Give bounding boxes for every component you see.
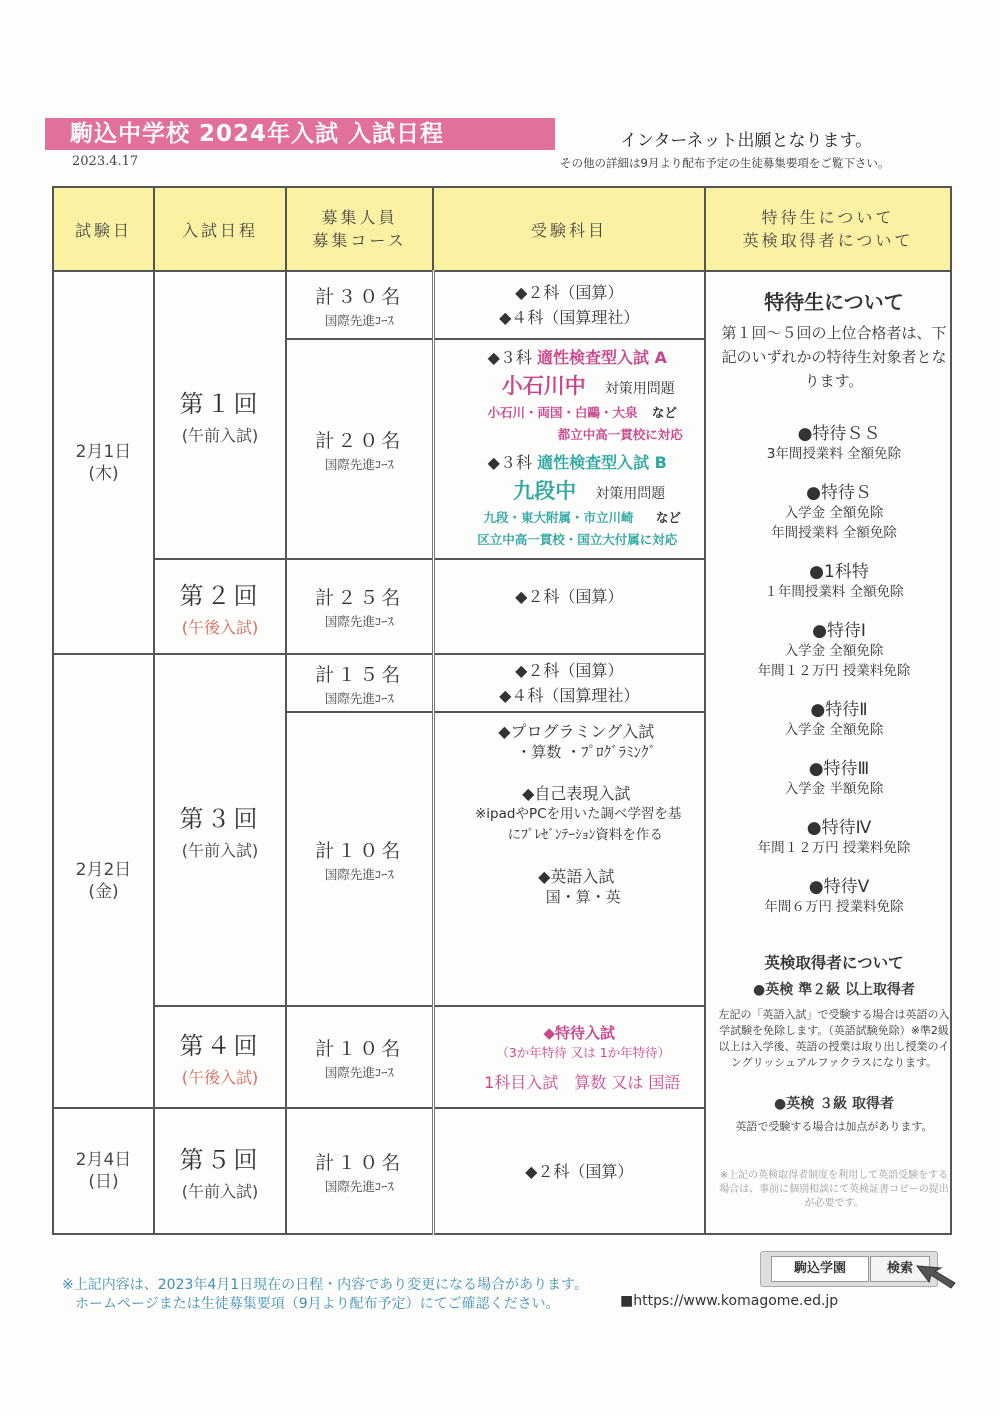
scholarship-exam: ◆特待入試 — [543, 1024, 616, 1042]
special-item — [718, 754, 950, 799]
aptitude-b-note: 区立中高一貫校・国立大付属に対応 — [477, 532, 678, 547]
aptitude-b-target — [475, 480, 705, 505]
capacity-cell — [286, 654, 433, 712]
capacity-cell — [286, 1108, 433, 1234]
round-time: (午前入試) — [181, 841, 259, 860]
day-date: 2月2日 — [75, 860, 132, 880]
subjects-cell — [433, 654, 705, 712]
aptitude-a-school: 小石川中 — [501, 374, 586, 398]
header-capacity — [286, 187, 433, 271]
round-cell-1 — [154, 271, 286, 559]
subjects-cell — [433, 339, 705, 559]
special-item — [718, 478, 950, 543]
issue-date: 2023.4.17 — [72, 154, 139, 169]
special-item — [718, 616, 950, 681]
header-capacity-2: 募集コース — [312, 231, 407, 250]
round-cell-3 — [154, 654, 286, 1006]
capacity-count: 計１０名 — [315, 1151, 404, 1174]
capacity-count: 計１５名 — [315, 663, 404, 686]
subjects-cell — [433, 1108, 705, 1234]
capacity-count: 計１０名 — [315, 1037, 404, 1060]
table-header-row — [53, 187, 951, 271]
english-exam-sub: 国・算・英 — [545, 888, 621, 906]
self-expression-exam: ◆自己表現入試 — [522, 784, 631, 803]
special-heading: 特待生について — [764, 290, 904, 314]
search-field[interactable]: 駒込学園 — [771, 1256, 869, 1282]
round-cell-2 — [154, 559, 286, 654]
website-url[interactable]: ■https://www.komagome.ed.jp — [620, 1293, 839, 1309]
self-expression-sub2: にﾌﾟﾚｾﾞﾝﾃｰｼｮﾝ資料を作る — [507, 827, 663, 843]
special-item — [718, 872, 950, 917]
special-item-title: ●特待Ⅰ — [812, 621, 866, 641]
capacity-course: 国際先進ｺｰｽ — [324, 1178, 394, 1194]
eiken-3-title: ●英検 ３級 取得者 — [774, 1096, 894, 1112]
round-time: (午前入試) — [181, 426, 259, 445]
special-item-detail: 入学金 全額免除 — [784, 505, 884, 521]
special-item-title: ●特待ＳＳ — [797, 424, 881, 444]
special-item-title: ●1科特 — [809, 562, 869, 582]
aptitude-b-label: 適性検査型入試 B — [537, 453, 667, 472]
subjects-cell — [433, 559, 705, 654]
capacity-count: 計３０名 — [315, 285, 404, 308]
aptitude-b-schools — [461, 507, 705, 529]
day-weekday: (日) — [88, 1172, 119, 1192]
cursor-arrow-icon — [915, 1262, 959, 1290]
aptitude-a-schools — [461, 402, 705, 424]
round-time: (午後入試) — [181, 617, 259, 637]
subjects-cell — [433, 271, 705, 339]
round-name: 第４回 — [179, 1032, 261, 1060]
header-subjects: 受験科目 — [433, 187, 705, 271]
day-cell-feb4 — [53, 1108, 154, 1234]
aptitude-b-nado: など — [655, 510, 681, 525]
capacity-count: 計２０名 — [315, 429, 404, 452]
capacity-course: 国際先進ｺｰｽ — [324, 456, 394, 472]
capacity-cell — [286, 712, 433, 1006]
aptitude-b-suffix: 対策用問題 — [595, 486, 666, 502]
round-time: (午前入試) — [181, 1182, 259, 1201]
search-button[interactable]: 検索 — [870, 1256, 930, 1282]
round-name: 第５回 — [179, 1146, 261, 1174]
round-cell-5 — [154, 1108, 286, 1234]
special-item-detail: 年間６万円 授業料免除 — [764, 899, 904, 915]
eiken-pre2-title: ●英検 準２級 以上取得者 — [753, 982, 915, 998]
round-name: 第３回 — [179, 805, 261, 833]
special-item-detail: 入学金 半額免除 — [784, 781, 884, 797]
capacity-cell — [286, 271, 433, 339]
header-special-1: 特待生について — [761, 208, 895, 227]
eiken-heading: 英検取得者について — [764, 954, 904, 972]
special-item-detail: 入学金 全額免除 — [784, 643, 884, 659]
exam-schedule-table — [52, 186, 952, 1235]
internet-application-notice: インターネット出願となります。 — [620, 131, 873, 151]
special-info-cell — [705, 271, 951, 1234]
special-info — [718, 286, 950, 1211]
day-date: 2月4日 — [75, 1150, 132, 1170]
table-row — [53, 271, 951, 339]
subject-line: ◆２科（国算） — [515, 661, 624, 680]
capacity-course: 国際先進ｺｰｽ — [324, 1064, 394, 1080]
eiken-note: ※上記の英検取得者制度を利用して英語受験をする場合は、事前に個別相談にて英検証書コピーの提出が必要です。 — [719, 1170, 949, 1209]
capacity-course: 国際先進ｺｰｽ — [324, 690, 394, 706]
round-name: 第１回 — [179, 390, 261, 418]
aptitude-a-nado: など — [651, 405, 677, 420]
special-item-list — [718, 419, 950, 917]
scholarship-exam-detail: 1科目入試 算数 又は 国語 — [484, 1073, 681, 1092]
special-item-title: ●特待Ⅴ — [808, 877, 870, 897]
header-capacity-1: 募集人員 — [321, 208, 398, 227]
special-item-title: ●特待Ⅱ — [810, 700, 868, 720]
eiken-3-desc: 英語で受験する場合は加点があります。 — [735, 1120, 933, 1133]
aptitude-a-suffix: 対策用問題 — [604, 381, 675, 397]
header-special — [705, 187, 951, 271]
special-item-detail: 入学金 全額免除 — [784, 722, 884, 738]
special-item-title: ●特待Ⅲ — [808, 759, 870, 779]
eiken-pre2-desc: 左記の「英語入試」で受験する場合は英語の入学試験を免除します。（英語試験免除）※準2級以上は入学後、英語の授業は取り出し授業のイングリッシュアルファクラスになります。 — [718, 1008, 950, 1069]
aptitude-b-prefix: ◆３科 — [487, 453, 532, 472]
capacity-course: 国際先進ｺｰｽ — [324, 614, 394, 629]
special-item-detail: 年間１２万円 授業料免除 — [757, 663, 911, 679]
aptitude-a-list: 小石川・両国・白鷗・大泉 — [487, 405, 638, 420]
capacity-course: 国際先進ｺｰｽ — [324, 312, 394, 328]
capacity-cell — [286, 559, 433, 654]
capacity-count: 計２５名 — [315, 587, 404, 609]
header-exam-date: 試験日 — [53, 187, 154, 271]
day-weekday: (金) — [88, 882, 119, 902]
special-item — [718, 557, 950, 602]
aptitude-b-line — [451, 452, 705, 474]
special-intro: 第１回～５回の上位合格者は、下記のいずれかの特待生対象者となります。 — [721, 324, 947, 390]
subject-line: ◆２科（国算） — [525, 1161, 634, 1181]
programming-exam-sub: ・算数 ・ﾌﾟﾛｸﾞﾗﾐﾝｸﾞ — [516, 743, 657, 761]
special-item-title: ●特待Ⅳ — [806, 818, 872, 838]
subjects-cell — [433, 1006, 705, 1108]
special-item-detail: １年間授業料 全額免除 — [764, 584, 904, 600]
header-special-2: 英検取得者について — [742, 231, 914, 250]
day-cell-feb1 — [53, 271, 154, 654]
day-weekday: (木) — [88, 463, 119, 484]
day-cell-feb2 — [53, 654, 154, 1108]
footer-note-2: ホームページまたは生徒募集要項（9月より配布予定）にてご確認ください。 — [75, 1296, 560, 1312]
subject-line: ◆２科（国算） — [515, 587, 624, 606]
round-time: (午後入試) — [181, 1068, 259, 1087]
subject-line: ◆２科（国算） — [515, 283, 624, 302]
special-item-title: ●特待Ｓ — [806, 483, 872, 503]
aptitude-a-note: 都立中高一貫校に対応 — [557, 427, 683, 442]
english-exam: ◆英語入試 — [538, 867, 615, 886]
aptitude-a-prefix: ◆３科 — [487, 348, 532, 367]
special-item — [718, 813, 950, 858]
day-date: 2月1日 — [75, 441, 132, 462]
aptitude-a-label: 適性検査型入試 A — [536, 348, 667, 367]
special-item-detail: 年間授業料 全額免除 — [771, 525, 897, 541]
capacity-cell — [286, 1006, 433, 1108]
aptitude-a-target — [473, 375, 705, 400]
self-expression-sub1: ※ipadやPCを用いた調べ学習を基 — [474, 806, 682, 822]
subject-line: ◆４科（国算理社） — [499, 308, 640, 327]
subject-line: ◆４科（国算理社） — [499, 686, 640, 705]
round-name: 第２回 — [179, 581, 261, 610]
programming-exam: ◆プログラミング入試 — [498, 722, 655, 741]
capacity-cell — [286, 339, 433, 559]
round-cell-4 — [154, 1006, 286, 1108]
subjects-cell — [433, 712, 705, 1006]
aptitude-a-line — [451, 347, 705, 369]
page-title: 駒込中学校 2024年入試 入試日程 — [70, 121, 445, 147]
aptitude-b-school: 九段中 — [513, 479, 577, 503]
capacity-count: 計１０名 — [315, 839, 404, 862]
scholarship-exam-sub: （3か年特待 又は 1か年特待） — [496, 1045, 671, 1060]
special-item — [718, 419, 950, 464]
capacity-course: 国際先進ｺｰｽ — [324, 866, 394, 882]
footer-note-1: ※上記内容は、2023年4月1日現在の日程・内容であり変更になる場合があります。 — [62, 1277, 589, 1293]
special-item-detail: 3年間授業料 全額免除 — [766, 446, 902, 462]
special-item-detail: 年間１２万円 授業料免除 — [757, 840, 911, 856]
details-notice: その他の詳細は9月より配布予定の生徒募集要項をご覧下さい。 — [560, 156, 890, 170]
aptitude-b-list: 九段・東大附属・市立川崎 — [483, 510, 634, 525]
header-schedule: 入試日程 — [154, 187, 286, 271]
special-item — [718, 695, 950, 740]
